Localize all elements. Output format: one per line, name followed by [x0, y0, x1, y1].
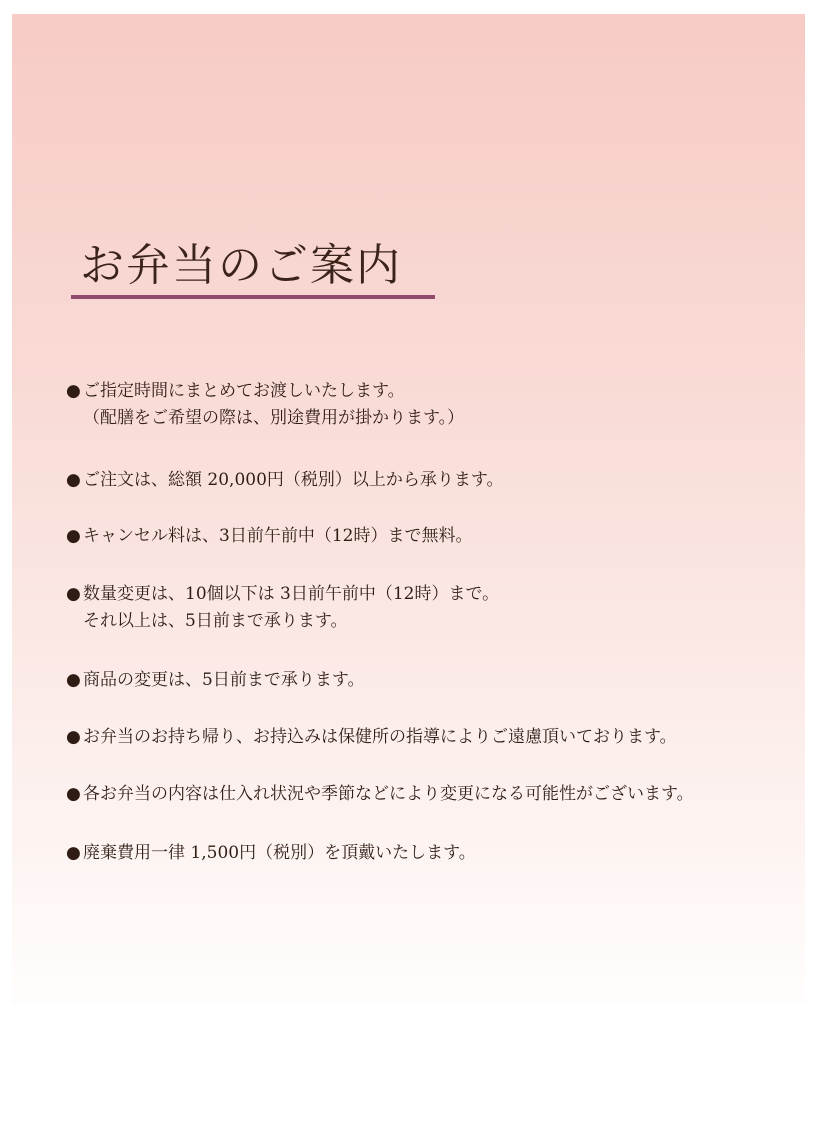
- notice-line: [66, 405, 464, 432]
- bullet-icon: ●: [66, 584, 81, 604]
- page-title: お弁当のご案内: [80, 240, 402, 291]
- notice-item-delivery: [66, 378, 464, 432]
- notice-item-quantity-change: [66, 581, 499, 635]
- notice-line: [66, 378, 464, 405]
- notice-text: それ以上は、5日前まで承ります。: [83, 611, 348, 631]
- bullet-icon: ●: [66, 381, 81, 401]
- notice-item-contents: [66, 781, 694, 808]
- notice-line: [66, 667, 364, 694]
- notice-text: キャンセル料は、3日前午前中（12時）まで無料。: [83, 526, 473, 546]
- notice-line: [66, 467, 504, 494]
- notice-text: 廃棄費用一律 1,500円（税別）を頂戴いたします。: [83, 843, 476, 863]
- notice-item-takeout: [66, 724, 677, 751]
- notice-line: [66, 523, 472, 550]
- title-underline: [71, 295, 435, 299]
- notice-item-minimum-order: [66, 467, 504, 494]
- notice-line: [66, 840, 476, 867]
- bullet-icon: ●: [66, 843, 81, 863]
- notice-text: 各お弁当の内容は仕入れ状況や季節などにより変更になる可能性がございます。: [83, 784, 694, 804]
- notice-line: [66, 581, 499, 608]
- notice-line: [66, 608, 499, 635]
- notice-item-disposal-fee: [66, 840, 476, 867]
- notice-text: （配膳をご希望の際は、別途費用が掛かります。）: [83, 408, 465, 428]
- notice-text: 商品の変更は、5日前まで承ります。: [83, 670, 365, 690]
- notice-text: ご注文は、総額 20,000円（税別）以上から承ります。: [83, 470, 504, 490]
- notice-item-cancellation: [66, 523, 472, 550]
- bullet-icon: ●: [66, 727, 81, 747]
- notice-text: 数量変更は、10個以下は 3日前午前中（12時）まで。: [83, 584, 500, 604]
- bullet-icon: ●: [66, 670, 81, 690]
- bullet-icon: ●: [66, 784, 81, 804]
- notice-text: お弁当のお持ち帰り、お持込みは保健所の指導によりご遠慮頂いております。: [83, 727, 677, 747]
- notice-line: [66, 724, 677, 751]
- bullet-icon: ●: [66, 526, 81, 546]
- notice-line: [66, 781, 694, 808]
- notice-text: ご指定時間にまとめてお渡しいたします。: [83, 381, 405, 401]
- bullet-icon: ●: [66, 470, 81, 490]
- notice-item-product-change: [66, 667, 364, 694]
